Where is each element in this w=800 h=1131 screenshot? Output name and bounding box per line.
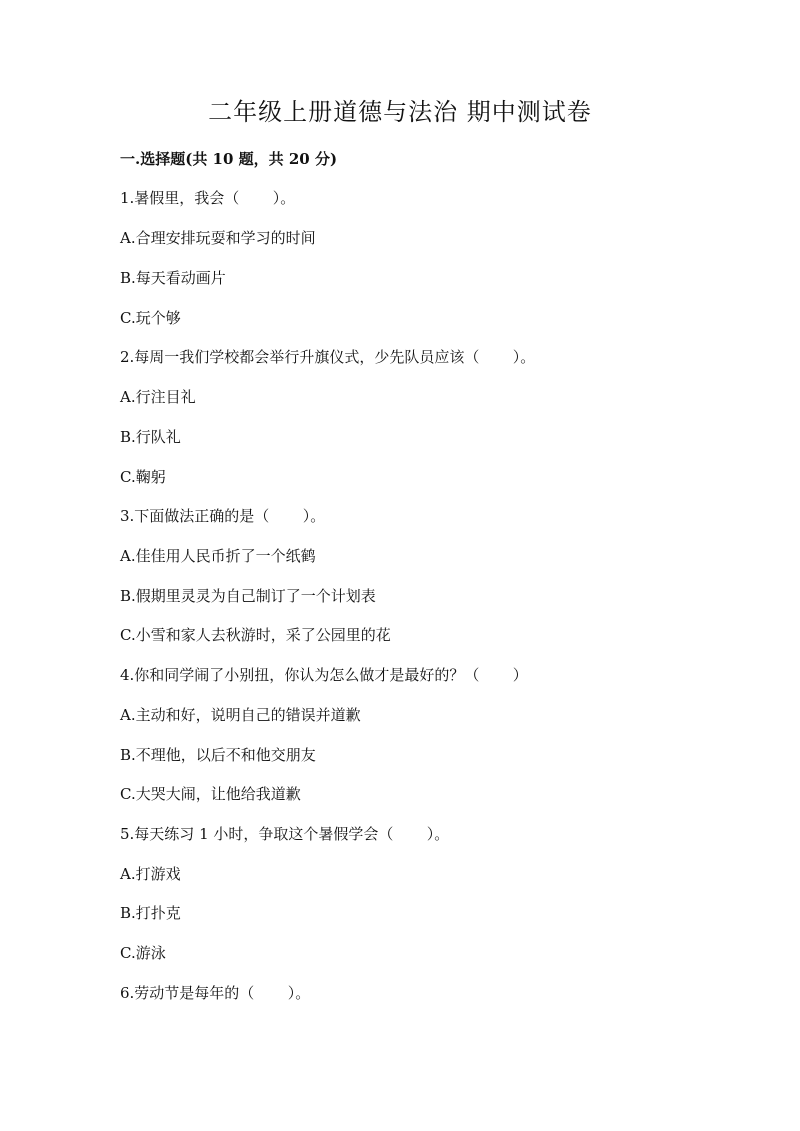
question-4-option-c: C.大哭大闹，让他给我道歉 [120, 785, 301, 803]
question-3-option-b: B.假期里灵灵为自己制订了一个计划表 [120, 587, 376, 605]
question-2-stem: 2.每周一我们学校都会举行升旗仪式，少先队员应该（ ）。 [120, 348, 536, 366]
question-2-option-b: B.行队礼 [120, 428, 181, 446]
question-5-option-c: C.游泳 [120, 944, 166, 962]
page-title: 二年级上册道德与法治 期中测试卷 [208, 98, 592, 126]
question-5-stem: 5.每天练习 1 小时，争取这个暑假学会（ ）。 [120, 825, 450, 843]
question-6-stem: 6.劳动节是每年的（ ）。 [120, 984, 311, 1002]
question-4-option-a: A.主动和好，说明自己的错误并道歉 [120, 706, 361, 724]
question-5-option-a: A.打游戏 [120, 865, 181, 883]
question-2-option-c: C.鞠躬 [120, 468, 166, 486]
question-3-option-c: C.小雪和家人去秋游时，采了公园里的花 [120, 626, 391, 644]
question-3-option-a: A.佳佳用人民币折了一个纸鹤 [120, 547, 316, 565]
question-4-stem: 4.你和同学闹了小别扭，你认为怎么做才是最好的？（ ） [120, 666, 528, 684]
question-5-option-b: B.打扑克 [120, 904, 181, 922]
question-2-option-a: A.行注目礼 [120, 388, 196, 406]
question-1-stem: 1.暑假里，我会（ ）。 [120, 189, 296, 207]
section-heading: 一.选择题(共 10 题，共 20 分) [120, 150, 338, 168]
question-1-option-a: A.合理安排玩耍和学习的时间 [120, 229, 316, 247]
question-1-option-b: B.每天看动画片 [120, 269, 226, 287]
question-1-option-c: C.玩个够 [120, 309, 181, 327]
question-3-stem: 3.下面做法正确的是（ ）。 [120, 507, 326, 525]
question-4-option-b: B.不理他，以后不和他交朋友 [120, 746, 316, 764]
